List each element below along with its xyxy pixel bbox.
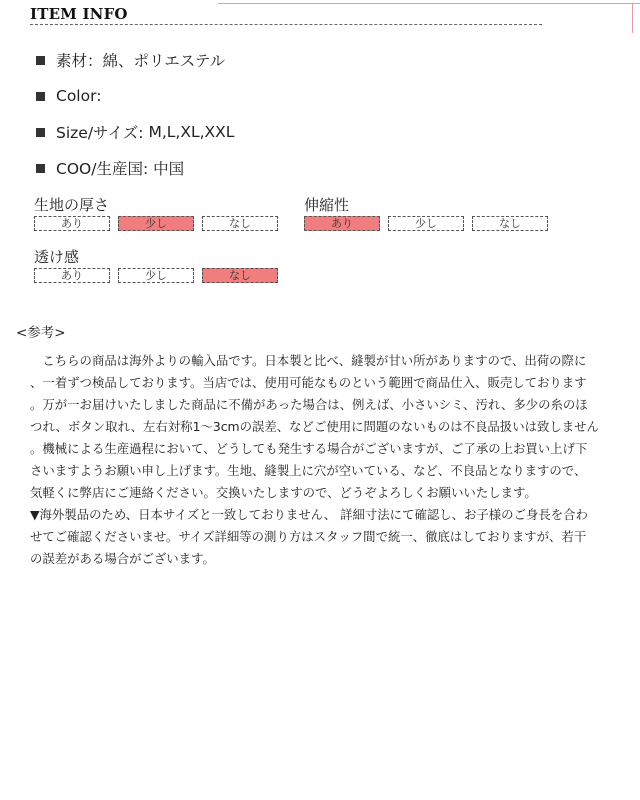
spec-value: 中国 xyxy=(148,160,185,178)
rating-stretch xyxy=(304,195,556,231)
rating-option-ari: あり xyxy=(34,216,110,231)
notes-line: 。機械による生産過程において、どうしても発生する場合がございますが、ご了承の上お買い上げ下 xyxy=(30,441,588,456)
spec-item-material xyxy=(36,42,596,78)
rating-title: 透け感 xyxy=(34,248,80,266)
rating-thickness xyxy=(34,195,286,231)
rating-option-nashi: なし xyxy=(472,216,548,231)
rating-option-nashi: なし xyxy=(202,216,278,231)
rating-option-ari: あり xyxy=(34,268,110,283)
spec-label: 素材： xyxy=(56,52,103,70)
square-bullet-icon xyxy=(36,92,45,101)
rating-options xyxy=(34,216,286,231)
decorative-red-vertical-line xyxy=(632,3,633,33)
spec-value: 綿、ポリエステル xyxy=(102,52,226,70)
spec-label: COO/生産国: xyxy=(56,160,149,178)
notes-line: 気軽くに弊店にご連絡ください。交換いたしますので、どうぞよろしくお願いいたします。 xyxy=(30,485,537,500)
rating-option-sukoshi: 少し xyxy=(118,216,194,231)
spec-value: M,L,XL,XXL xyxy=(143,123,235,141)
notes-body xyxy=(30,350,630,570)
spec-item-size xyxy=(36,114,596,150)
notes-line: さいますようお願い申し上げます。生地、縫製上に穴が空いている、など、不良品となりますので、 xyxy=(30,463,587,478)
decorative-red-line xyxy=(218,3,640,4)
section-title: ITEM INFO xyxy=(30,5,128,23)
rating-title: 生地の厚さ xyxy=(34,196,110,214)
notes-line: こちらの商品は海外よりの輸入品です。日本製と比べ、縫製が甘い所がありますので、出荷の際に xyxy=(30,353,587,368)
rating-options xyxy=(34,268,286,283)
square-bullet-icon xyxy=(36,56,45,65)
square-bullet-icon xyxy=(36,164,45,173)
rating-options xyxy=(304,216,556,231)
spec-list xyxy=(36,42,596,186)
item-info-header xyxy=(0,0,640,30)
square-bullet-icon xyxy=(36,128,45,137)
spec-label: Color: xyxy=(56,87,102,105)
rating-transparency xyxy=(34,247,286,283)
notes-line: ▼海外製品のため、日本サイズと一致しておりません、 詳細寸法にて確認し、お子様のご身長を合わ xyxy=(30,507,588,522)
spec-item-color xyxy=(36,78,596,114)
rating-option-sukoshi: 少し xyxy=(388,216,464,231)
notes-line: の誤差がある場合がございます。 xyxy=(30,551,215,566)
notes-line: つれ、ボタン取れ、左右対称1～3cmの誤差、などご使用に問題のないものは不良品扱いは致しません xyxy=(30,419,599,434)
spec-label: Size/サイズ: xyxy=(56,124,144,142)
rating-title: 伸縮性 xyxy=(304,196,350,214)
rating-option-nashi: なし xyxy=(202,268,278,283)
notes-heading: <参考> xyxy=(16,325,66,341)
spec-item-coo xyxy=(36,150,596,186)
notes-line: せてご確認くださいませ。サイズ詳細等の測り方はスタッフ間で統一、徹底はしておりますが、若干 xyxy=(30,529,587,544)
rating-option-sukoshi: 少し xyxy=(118,268,194,283)
rating-option-ari: あり xyxy=(304,216,380,231)
dashed-divider xyxy=(30,24,542,25)
notes-line: 。万が一お届けいたしました商品に不備があった場合は、例えば、小さいシミ、汚れ、多少の糸のほ xyxy=(30,397,588,412)
notes-line: 、一着ずつ検品しております。当店では、使用可能なものという範囲で商品仕入、販売しております xyxy=(30,375,587,390)
